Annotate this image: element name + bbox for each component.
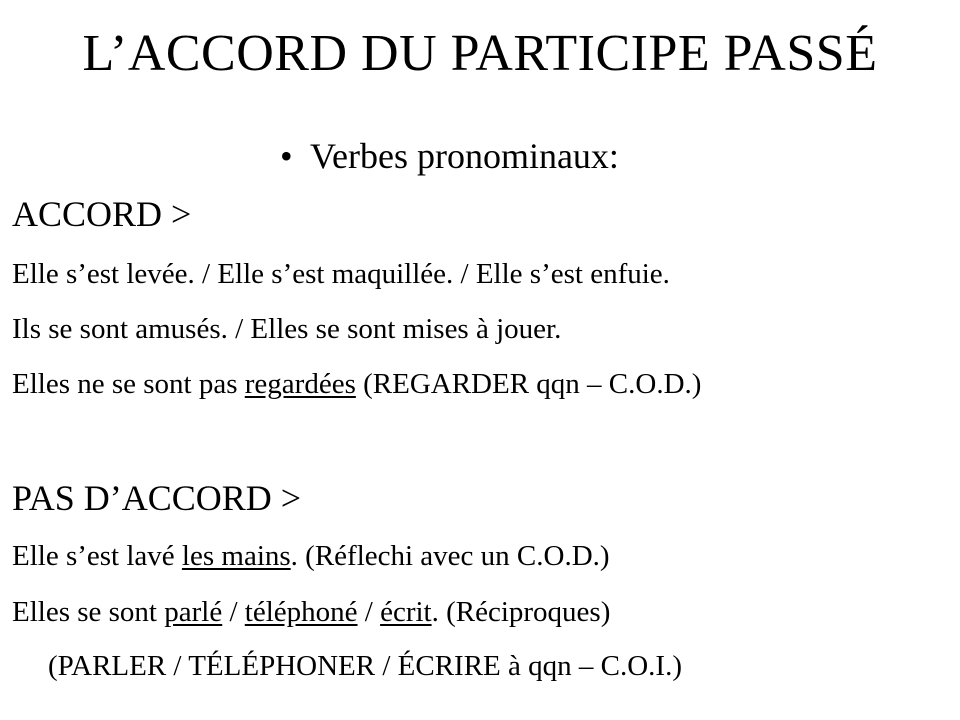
bullet-item xyxy=(280,134,619,178)
pas-accord-example-line-1 xyxy=(12,538,610,574)
text-segment: Elles ne se sont pas xyxy=(12,368,245,400)
pas-accord-example-line-2 xyxy=(12,594,610,630)
pas-accord-heading: PAS D’ACCORD > xyxy=(12,478,302,518)
bullet-glyph: • xyxy=(280,136,293,176)
text-segment: . (Réflechi avec un C.O.D.) xyxy=(290,540,610,572)
text-segment: Elles se sont xyxy=(12,596,165,628)
underlined-participle: regardées xyxy=(244,368,356,400)
accord-example-line-1: Elle s’est levée. / Elle s’est maquillée. / Elle s’est enfuie. xyxy=(12,258,670,290)
text-segment: / xyxy=(357,596,381,628)
text-segment: Elle s’est lavé xyxy=(12,540,182,572)
text-segment: (REGARDER qqn – C.O.D.) xyxy=(355,368,702,400)
slide-title: L’ACCORD DU PARTICIPE PASSÉ xyxy=(82,25,878,82)
text-segment: . (Réciproques) xyxy=(431,596,611,628)
text-segment: / xyxy=(222,596,245,628)
underlined-cod: les mains xyxy=(181,540,291,572)
underlined-participle: écrit xyxy=(380,596,432,628)
accord-example-line-2: Ils se sont amusés. / Elles se sont mises à jouer. xyxy=(12,313,562,345)
accord-example-line-3 xyxy=(12,366,701,402)
underlined-participle: téléphoné xyxy=(244,596,358,628)
underlined-participle: parlé xyxy=(164,596,223,628)
bullet-text: Verbes pronominaux: xyxy=(310,136,619,176)
pas-accord-example-line-3: (PARLER / TÉLÉPHONER / ÉCRIRE à qqn – C.O.I.) xyxy=(48,650,682,682)
accord-heading: ACCORD > xyxy=(12,194,192,234)
